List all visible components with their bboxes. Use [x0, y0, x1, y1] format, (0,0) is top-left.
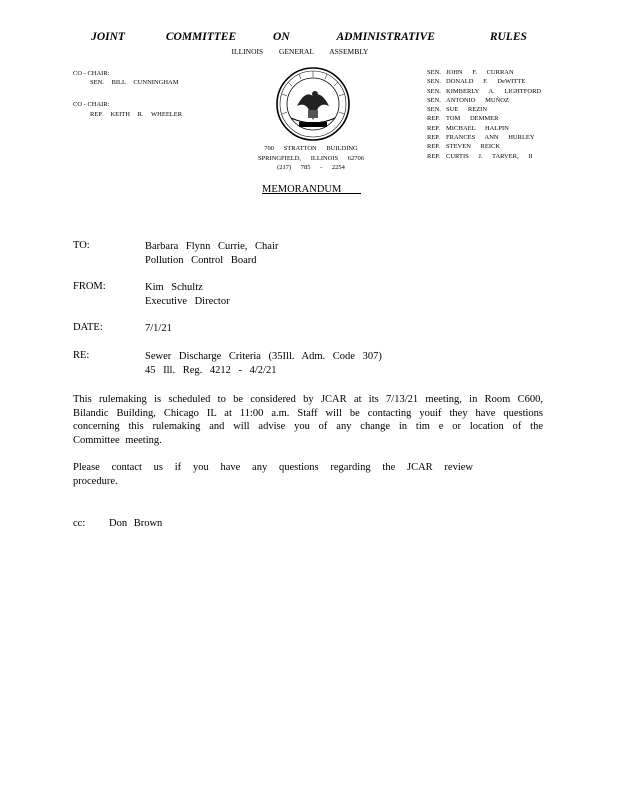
state-seal-icon	[275, 66, 351, 142]
member-chamber: REP.	[427, 152, 440, 160]
member-chamber: SEN.	[427, 87, 441, 95]
address-line: 700 STRATTON BUILDING	[264, 145, 358, 152]
from-line: Kim Schultz	[145, 282, 203, 293]
committee-members	[427, 68, 541, 161]
memo-title	[262, 184, 361, 195]
title-word: RULES	[489, 31, 527, 43]
member-name: CURTIS J. TARVER, II	[446, 152, 533, 160]
member-row	[427, 142, 541, 151]
title-word: COMMITTEE	[165, 31, 237, 43]
member-chamber: SEN.	[427, 96, 441, 104]
title-word: JOINT	[91, 31, 125, 43]
co-chair-label: CO - CHAIR:	[73, 101, 110, 108]
member-row	[427, 96, 541, 105]
member-row	[427, 133, 541, 142]
co-chair-name: REP. KEITH R. WHEELER	[90, 111, 183, 118]
member-row	[427, 114, 541, 123]
member-name: JOHN F. CURRAN	[446, 69, 514, 76]
body-paragraph: This rulemaking is scheduled to be considered by JCAR at its 7/13/21 meeting, in Room C600, Bilandic Building, Chicago IL at 11:00 a.m. Staff will be contacting youif they have questions concerning this rulemaking and will advise you of any change in tim e or location of the Committee meeting.	[73, 394, 543, 446]
member-name: TOM DEMMER	[446, 115, 499, 123]
re-line: 45 Ill. Reg. 4212 - 4/2/21	[145, 365, 277, 376]
address-line: SPRINGFIELD, ILLINOIS 62706	[257, 154, 365, 162]
member-name: FRANCES ANN HURLEY	[446, 134, 535, 142]
title-word: ADMINISTRATIVE	[336, 31, 435, 43]
date-label: DATE:	[73, 322, 103, 333]
to-line: Pollution Control Board	[145, 255, 257, 266]
member-name: SUE REZIN	[446, 106, 488, 114]
committee-title	[0, 31, 618, 43]
re-line: Sewer Discharge Criteria (35Ill. Adm. Code 307)	[145, 351, 382, 362]
title-word: ON	[273, 31, 290, 43]
member-row	[427, 124, 541, 133]
committee-address	[250, 144, 372, 173]
member-name: ANTONIO MUÑOZ	[446, 96, 509, 104]
to-label: TO:	[73, 240, 90, 251]
cc-recipient: Don Brown	[109, 518, 163, 529]
date-value: 7/1/21	[145, 323, 172, 334]
body-paragraph: Please contact us if you have any questions regarding the JCAR review procedure.	[73, 462, 473, 487]
member-chamber: REP.	[427, 143, 440, 151]
re-subject	[145, 350, 382, 378]
committee-subtitle: ILLINOIS GENERAL ASSEMBLY	[231, 47, 369, 56]
member-name: STEVEN REICK	[446, 143, 501, 151]
phone-number: (217) 785 - 2254	[277, 164, 345, 171]
to-recipient	[145, 240, 278, 268]
from-label: FROM:	[73, 281, 106, 292]
to-line: Barbara Flynn Currie, Chair	[145, 241, 279, 252]
member-row	[427, 105, 541, 114]
cc-label: cc:	[73, 518, 86, 529]
re-label: RE:	[73, 350, 90, 361]
member-chamber: SEN.	[427, 78, 441, 86]
member-chamber: REP.	[427, 124, 440, 132]
co-chair-label: CO - CHAIR:	[73, 70, 110, 77]
memo-title-text: MEMORANDUM	[262, 184, 342, 195]
member-chamber: SEN.	[427, 106, 441, 114]
member-row	[427, 152, 541, 161]
member-name: KIMBERLY A. LIGHTFORD	[446, 87, 542, 95]
from-line: Executive Director	[145, 296, 230, 307]
member-name: DONALD F. DeWITTE	[446, 78, 526, 86]
member-row	[427, 68, 541, 77]
member-chamber: REP.	[427, 134, 440, 142]
member-name: MICHAEL HALPIN	[446, 124, 509, 132]
member-chamber: SEN.	[427, 69, 441, 76]
member-row	[427, 87, 541, 96]
co-chair-name: SEN. BILL CUNNINGHAM	[90, 79, 179, 86]
from-sender	[145, 281, 230, 309]
member-chamber: REP.	[427, 115, 440, 123]
member-row	[427, 77, 541, 86]
